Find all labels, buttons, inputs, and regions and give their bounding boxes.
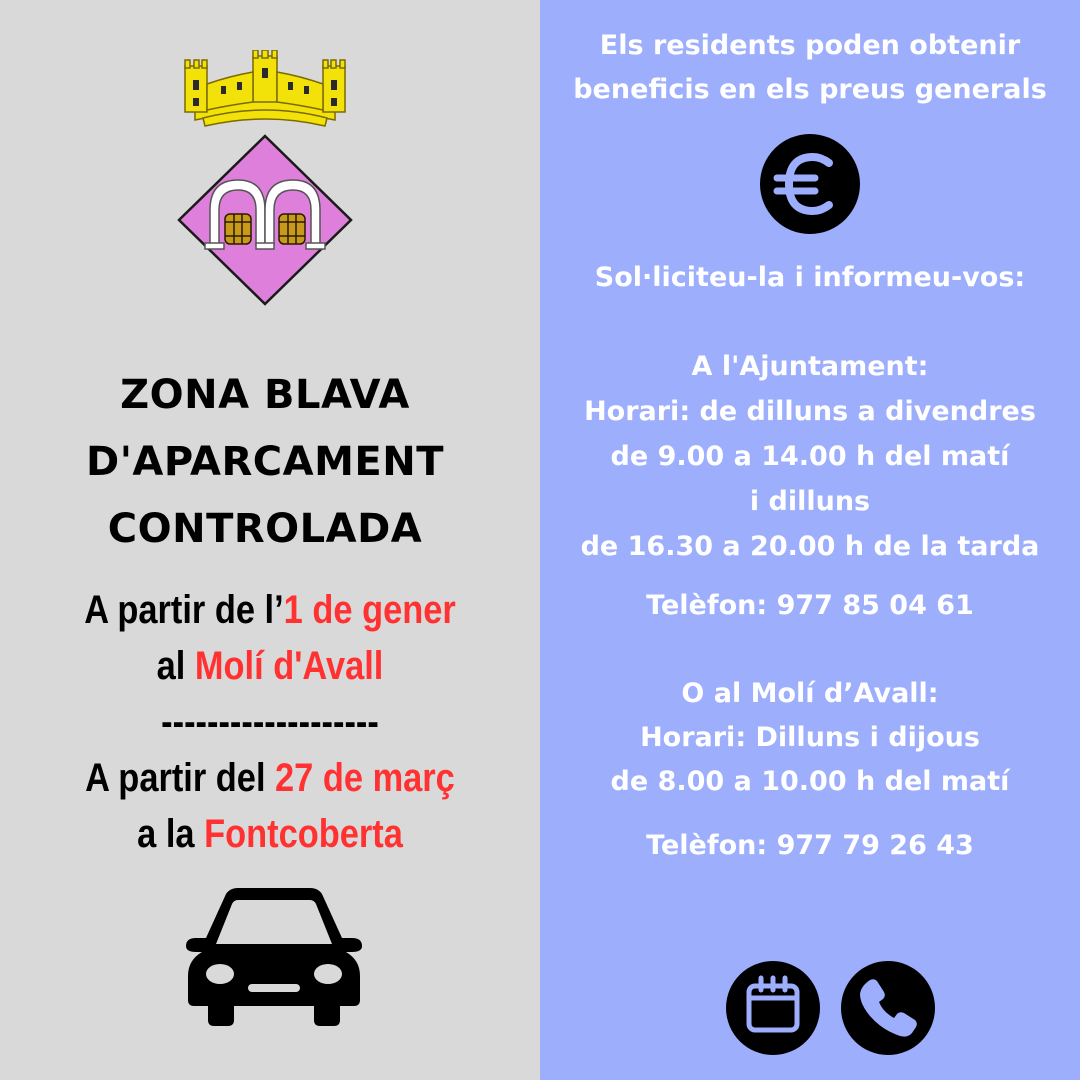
moli-line: O al Molí d’Avall: — [681, 678, 939, 709]
separator: ------------------- — [161, 700, 379, 744]
ajuntament-line: i dilluns — [749, 486, 871, 517]
ajuntament-line: A l'Ajuntament: — [691, 351, 929, 382]
moli-line: Horari: Dilluns i dijous — [640, 722, 980, 753]
ajuntament-info — [540, 344, 1080, 569]
calendar-icon — [725, 960, 821, 1056]
euro-icon — [759, 133, 861, 235]
title-line: ZONA BLAVA — [120, 372, 410, 418]
car-icon — [186, 886, 362, 1026]
request-heading: Sol·liciteu-la i informeu-vos: — [594, 262, 1026, 293]
date-highlight: 27 de març — [275, 756, 455, 800]
place-highlight: Fontcoberta — [204, 812, 403, 856]
intro-line: beneficis en els preus generals — [573, 74, 1047, 105]
start-dates — [38, 582, 502, 862]
place-prefix: al — [156, 644, 195, 688]
coat-of-arms-icon — [165, 50, 365, 310]
moli-line: de 8.00 a 10.00 h del matí — [610, 766, 1010, 797]
date-line-2 — [38, 750, 502, 806]
date-prefix: A partir del — [85, 756, 276, 800]
place-line-1 — [38, 638, 502, 694]
ajuntament-line: de 16.30 a 20.00 h de la tarda — [580, 531, 1040, 562]
date-line-1 — [38, 582, 502, 638]
place-highlight: Molí d'Avall — [194, 644, 384, 688]
ajuntament-phone: Telèfon: 977 85 04 61 — [646, 590, 974, 621]
place-prefix: a la — [137, 812, 205, 856]
zone-title — [0, 362, 530, 563]
ajuntament-line: de 9.00 a 14.00 h del matí — [610, 441, 1010, 472]
date-highlight: 1 de gener — [283, 588, 456, 632]
intro-line: Els residents poden obtenir — [599, 30, 1021, 61]
title-line: D'APARCAMENT — [85, 439, 444, 485]
place-line-2 — [38, 806, 502, 862]
title-line: CONTROLADA — [107, 506, 423, 552]
resident-benefits — [540, 24, 1080, 112]
phone-icon — [840, 960, 936, 1056]
moli-info — [540, 672, 1080, 804]
ajuntament-line: Horari: de dilluns a divendres — [584, 396, 1036, 427]
moli-phone: Telèfon: 977 79 26 43 — [646, 830, 974, 861]
date-prefix: A partir de l’ — [84, 588, 284, 632]
